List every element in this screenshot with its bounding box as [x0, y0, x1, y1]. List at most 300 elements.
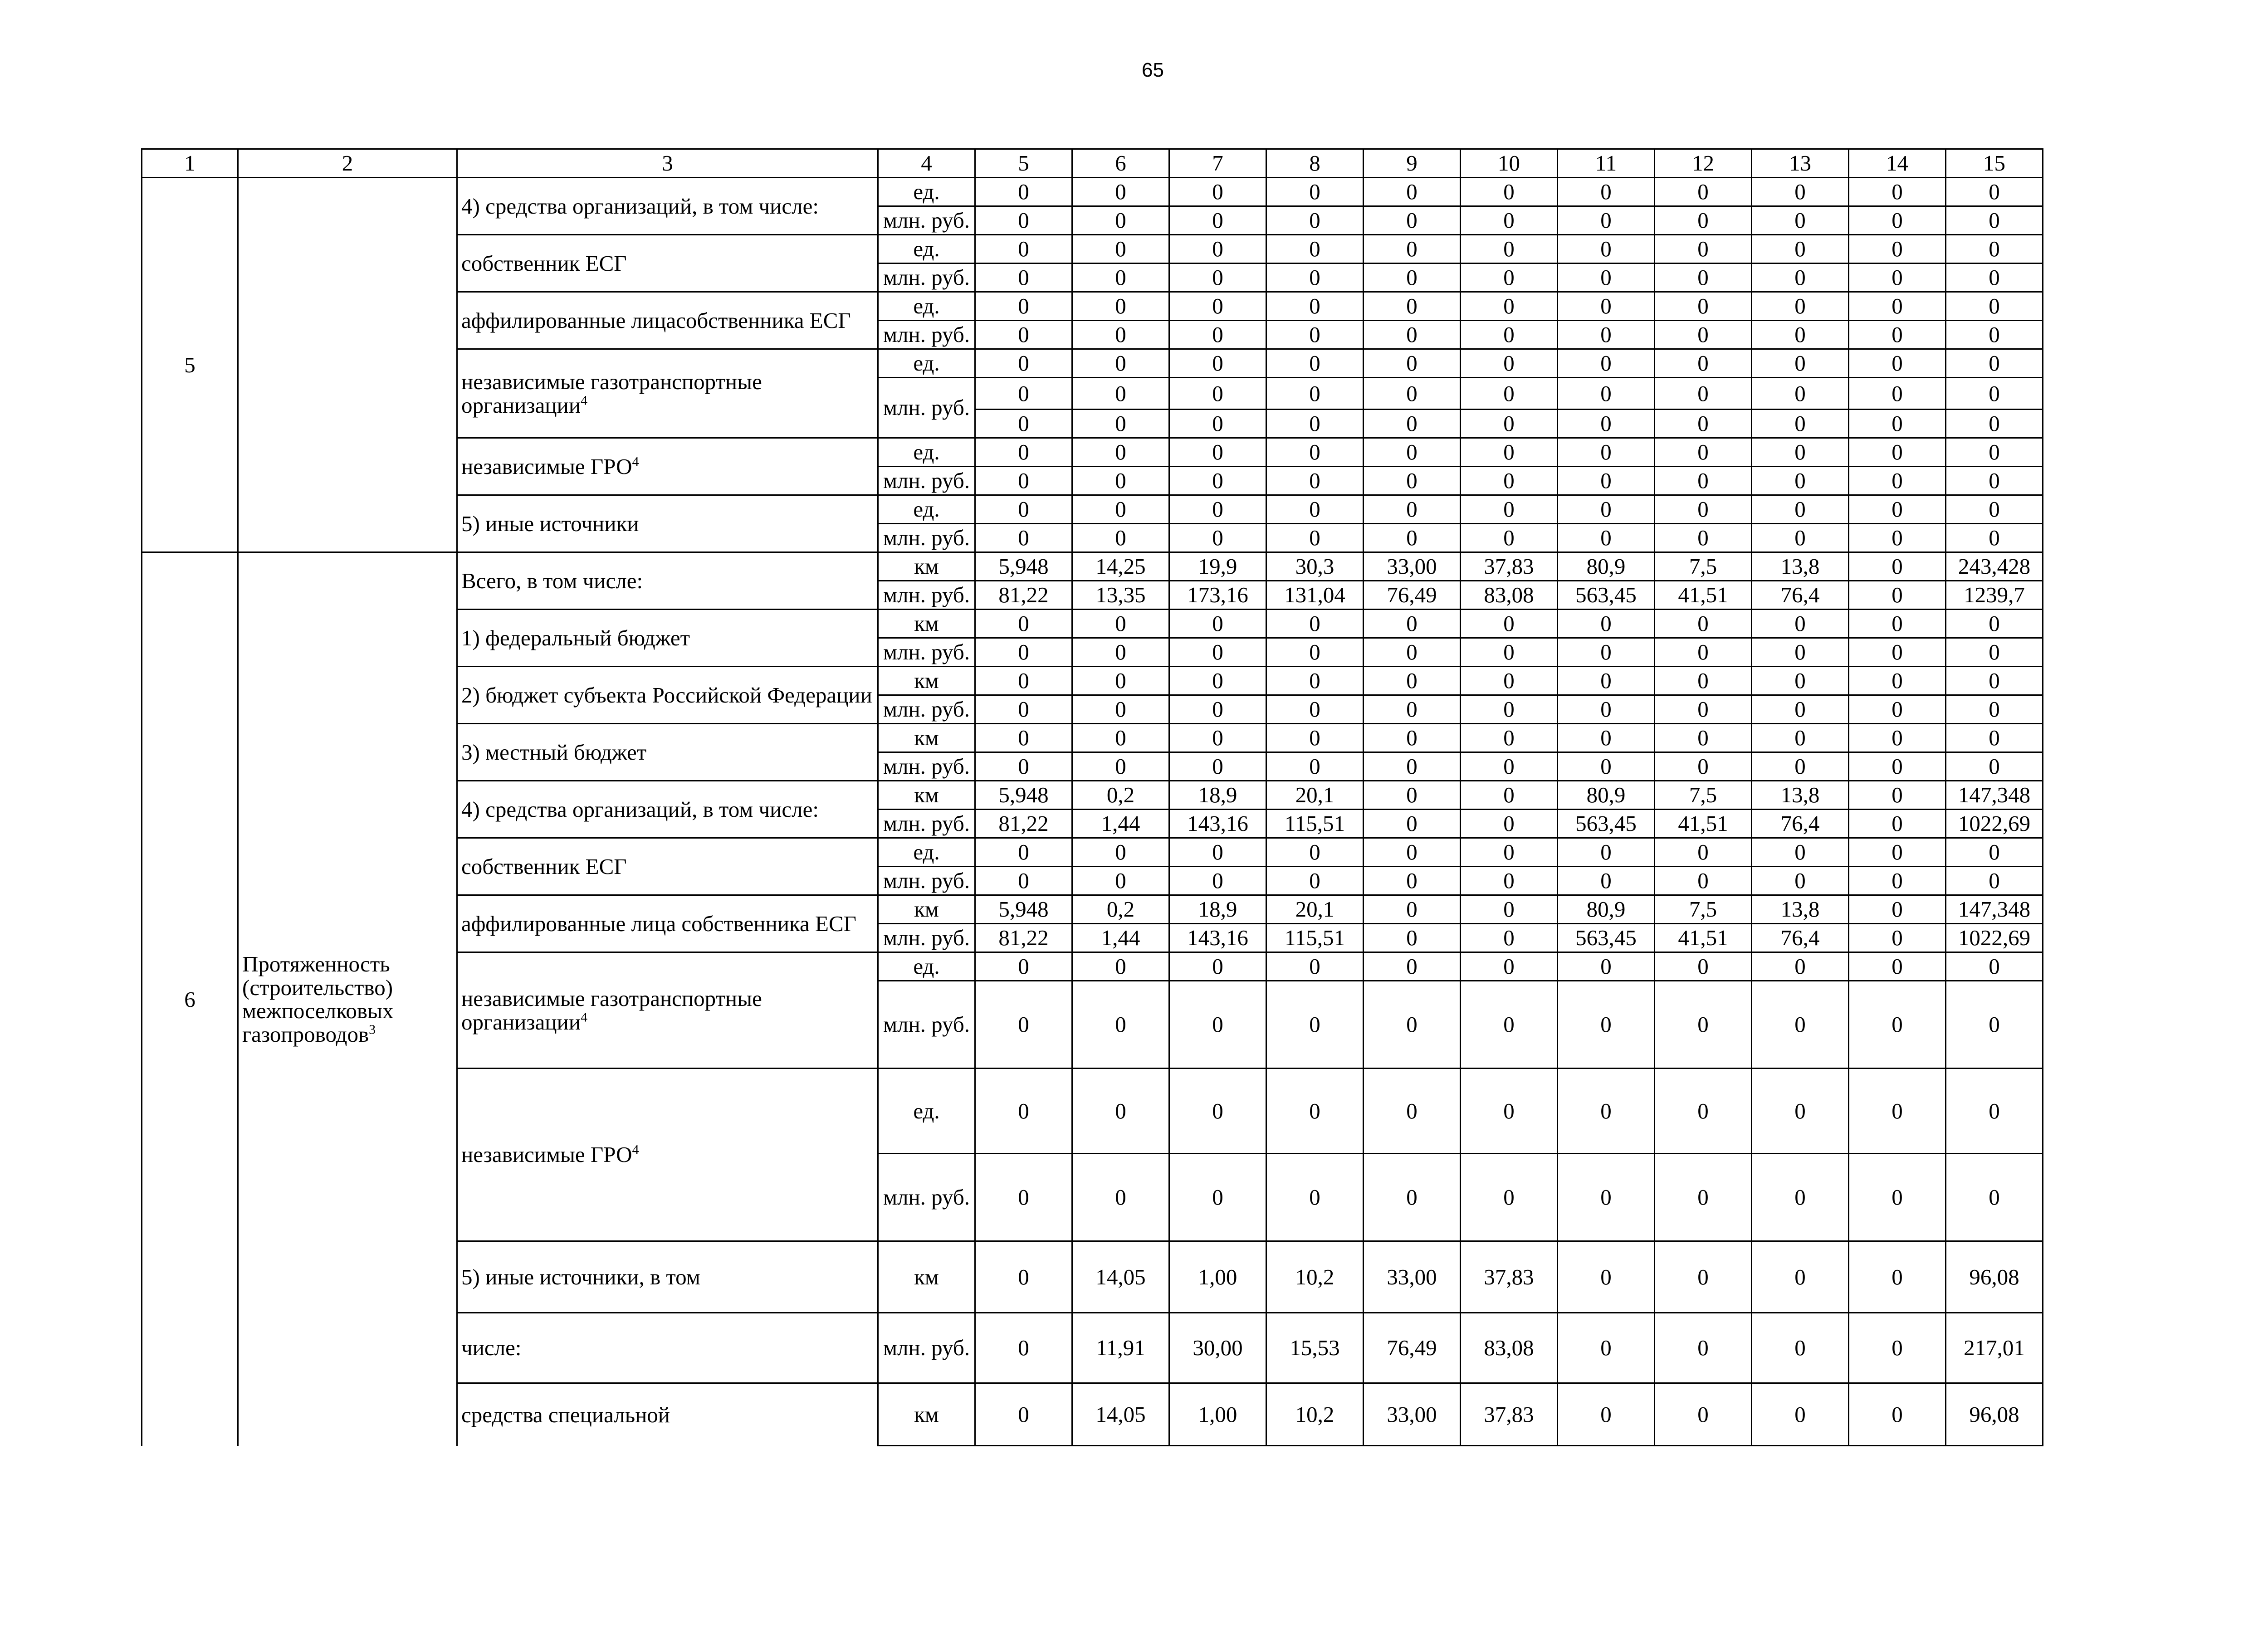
- value-cell: 0: [1849, 178, 1946, 206]
- value-cell: 0: [1752, 410, 1849, 438]
- value-cell: 0: [1169, 724, 1266, 752]
- value-cell: 0: [1946, 952, 2043, 981]
- value-cell: 0: [1266, 235, 1364, 264]
- value-cell: 33,00: [1364, 1383, 1461, 1446]
- value-cell: 0: [1461, 206, 1558, 235]
- value-cell: 0: [1072, 724, 1169, 752]
- funding-source-cell: [457, 952, 878, 1069]
- footnote-mark: 4: [581, 393, 588, 408]
- value-cell: 0: [1364, 952, 1461, 981]
- value-cell: 18,9: [1169, 895, 1266, 924]
- value-cell: 0: [1266, 981, 1364, 1069]
- funding-source-cell: [457, 724, 878, 781]
- value-cell: 0: [1655, 610, 1752, 638]
- header-cell: 5: [975, 149, 1072, 178]
- value-cell: 0: [1461, 810, 1558, 838]
- value-cell: 0: [975, 292, 1072, 321]
- header-cell: 13: [1752, 149, 1849, 178]
- value-cell: 0: [975, 1383, 1072, 1446]
- value-cell: 0: [975, 410, 1072, 438]
- value-cell: 0: [1266, 410, 1364, 438]
- value-cell: 0: [1169, 752, 1266, 781]
- value-cell: 0: [1461, 1154, 1558, 1241]
- unit-cell: км: [878, 667, 975, 695]
- unit-cell: ед.: [878, 952, 975, 981]
- funding-source-label: собственник ЕСГ: [461, 854, 627, 879]
- header-cell: 4: [878, 149, 975, 178]
- value-cell: 0: [1169, 410, 1266, 438]
- value-cell: 0: [975, 752, 1072, 781]
- header-cell: 1: [142, 149, 238, 178]
- value-cell: 0: [1169, 695, 1266, 724]
- value-cell: 0: [1461, 838, 1558, 867]
- value-cell: 0: [1655, 867, 1752, 895]
- value-cell: 0: [1849, 438, 1946, 467]
- value-cell: 0: [1266, 1154, 1364, 1241]
- value-cell: 0: [1752, 264, 1849, 292]
- value-cell: 0: [975, 952, 1072, 981]
- value-cell: 0: [1266, 206, 1364, 235]
- value-cell: 0: [1072, 752, 1169, 781]
- value-cell: 0: [1655, 1313, 1752, 1383]
- unit-cell: ед.: [878, 1069, 975, 1154]
- value-cell: 0: [1752, 695, 1849, 724]
- value-cell: 0: [975, 264, 1072, 292]
- value-cell: 0: [1849, 292, 1946, 321]
- value-cell: 0: [1849, 206, 1946, 235]
- value-cell: 0: [1169, 292, 1266, 321]
- header-cell: 7: [1169, 149, 1266, 178]
- value-cell: 20,1: [1266, 895, 1364, 924]
- value-cell: 0: [1169, 178, 1266, 206]
- value-cell: 0: [1169, 981, 1266, 1069]
- value-cell: 0: [1849, 638, 1946, 667]
- value-cell: 0: [1364, 495, 1461, 524]
- unit-cell: км: [878, 552, 975, 581]
- value-cell: 0: [1266, 610, 1364, 638]
- funding-source-cell: [457, 552, 878, 610]
- value-cell: 0: [1558, 467, 1655, 495]
- funding-source-label: независимые газотранспортные организации: [461, 369, 762, 418]
- value-cell: 0: [1655, 410, 1752, 438]
- indicator-name-cell: [238, 178, 457, 552]
- value-cell: 0: [1072, 638, 1169, 667]
- value-cell: 0: [1266, 467, 1364, 495]
- value-cell: 7,5: [1655, 895, 1752, 924]
- value-cell: 0: [1072, 610, 1169, 638]
- unit-cell: ед.: [878, 838, 975, 867]
- value-cell: 0: [1655, 838, 1752, 867]
- value-cell: 0: [1849, 321, 1946, 349]
- funding-source-cell: [457, 1313, 878, 1383]
- value-cell: 0: [1946, 467, 2043, 495]
- value-cell: 0: [1169, 1069, 1266, 1154]
- value-cell: 0: [1752, 724, 1849, 752]
- value-cell: 0: [1752, 321, 1849, 349]
- value-cell: 0: [1655, 1154, 1752, 1241]
- value-cell: 37,83: [1461, 552, 1558, 581]
- value-cell: 0,2: [1072, 781, 1169, 810]
- value-cell: 0: [1461, 867, 1558, 895]
- funding-source-cell: [457, 1241, 878, 1313]
- footnote-mark: 4: [632, 1142, 639, 1157]
- value-cell: 0: [1558, 1069, 1655, 1154]
- value-cell: 0: [975, 467, 1072, 495]
- value-cell: 0: [1558, 292, 1655, 321]
- footnote-mark: 4: [632, 454, 639, 469]
- funding-source-cell: [457, 495, 878, 552]
- value-cell: 143,16: [1169, 810, 1266, 838]
- funding-source-cell: [457, 667, 878, 724]
- data-table: [141, 148, 2043, 1446]
- value-cell: 0: [1655, 1383, 1752, 1446]
- value-cell: 0: [975, 438, 1072, 467]
- value-cell: 0: [1072, 1069, 1169, 1154]
- value-cell: 0: [1655, 235, 1752, 264]
- value-cell: 0: [1461, 638, 1558, 667]
- unit-cell: млн. руб.: [878, 378, 975, 438]
- header-cell: 12: [1655, 149, 1752, 178]
- value-cell: 0: [1849, 810, 1946, 838]
- value-cell: 0: [1266, 178, 1364, 206]
- value-cell: 13,8: [1752, 552, 1849, 581]
- value-cell: 0: [1558, 349, 1655, 378]
- value-cell: 0: [975, 178, 1072, 206]
- value-cell: 0: [1946, 206, 2043, 235]
- value-cell: 0: [975, 378, 1072, 410]
- value-cell: 0: [1072, 981, 1169, 1069]
- unit-cell: млн. руб.: [878, 1154, 975, 1241]
- value-cell: 0: [1461, 752, 1558, 781]
- value-cell: 0: [1266, 752, 1364, 781]
- value-cell: 11,91: [1072, 1313, 1169, 1383]
- value-cell: 0: [1752, 438, 1849, 467]
- row-number-cell: 6: [142, 552, 238, 1446]
- value-cell: 0: [1364, 610, 1461, 638]
- value-cell: 115,51: [1266, 810, 1364, 838]
- value-cell: 0: [975, 724, 1072, 752]
- value-cell: 0: [1946, 264, 2043, 292]
- value-cell: 0: [1849, 410, 1946, 438]
- header-cell: 14: [1849, 149, 1946, 178]
- value-cell: 0: [1655, 638, 1752, 667]
- value-cell: 217,01: [1946, 1313, 2043, 1383]
- value-cell: 0: [1169, 524, 1266, 552]
- value-cell: 0: [1655, 264, 1752, 292]
- unit-cell: км: [878, 895, 975, 924]
- value-cell: 7,5: [1655, 552, 1752, 581]
- value-cell: 1,44: [1072, 810, 1169, 838]
- value-cell: 0: [1558, 1383, 1655, 1446]
- unit-cell: млн. руб.: [878, 467, 975, 495]
- value-cell: 0: [1266, 724, 1364, 752]
- value-cell: 0: [1072, 1154, 1169, 1241]
- value-cell: 0: [1558, 1241, 1655, 1313]
- value-cell: 14,05: [1072, 1241, 1169, 1313]
- value-cell: 0: [1946, 667, 2043, 695]
- value-cell: 80,9: [1558, 895, 1655, 924]
- value-cell: 0: [1364, 206, 1461, 235]
- value-cell: 0: [1558, 495, 1655, 524]
- funding-source-cell: [457, 438, 878, 495]
- value-cell: 0: [1946, 349, 2043, 378]
- value-cell: 0: [1461, 724, 1558, 752]
- value-cell: 76,49: [1364, 1313, 1461, 1383]
- value-cell: 0: [975, 1313, 1072, 1383]
- value-cell: 30,00: [1169, 1313, 1266, 1383]
- value-cell: 0: [1752, 206, 1849, 235]
- value-cell: 0: [1072, 410, 1169, 438]
- value-cell: 0: [1655, 206, 1752, 235]
- value-cell: 0: [1461, 981, 1558, 1069]
- header-cell: 11: [1558, 149, 1655, 178]
- header-cell: 8: [1266, 149, 1364, 178]
- funding-source-label: числе:: [461, 1335, 522, 1361]
- unit-cell: км: [878, 610, 975, 638]
- value-cell: 0: [1946, 867, 2043, 895]
- value-cell: 0: [1849, 952, 1946, 981]
- value-cell: 0: [1364, 752, 1461, 781]
- value-cell: 0: [1461, 695, 1558, 724]
- value-cell: 0: [1946, 410, 2043, 438]
- value-cell: 0: [1364, 410, 1461, 438]
- value-cell: 0: [1849, 235, 1946, 264]
- footnote-mark: 3: [369, 1022, 376, 1037]
- value-cell: 0: [1364, 178, 1461, 206]
- funding-source-label: 4) средства организаций, в том числе:: [461, 193, 819, 219]
- value-cell: 0: [1169, 264, 1266, 292]
- value-cell: 0: [1946, 724, 2043, 752]
- value-cell: 18,9: [1169, 781, 1266, 810]
- value-cell: 0: [1072, 495, 1169, 524]
- indicator-name-cell: [238, 552, 457, 1446]
- funding-source-cell: [457, 838, 878, 895]
- value-cell: 10,2: [1266, 1383, 1364, 1446]
- value-cell: 0: [1849, 867, 1946, 895]
- value-cell: 0: [1752, 638, 1849, 667]
- value-cell: 0: [1849, 667, 1946, 695]
- value-cell: 0: [1849, 1154, 1946, 1241]
- value-cell: 13,8: [1752, 895, 1849, 924]
- value-cell: 5,948: [975, 781, 1072, 810]
- funding-source-label: 2) бюджет субъекта Российской Федерации: [461, 682, 872, 708]
- value-cell: 0: [1072, 524, 1169, 552]
- value-cell: 0: [1849, 752, 1946, 781]
- value-cell: 0: [975, 638, 1072, 667]
- value-cell: 0: [1169, 1154, 1266, 1241]
- unit-cell: млн. руб.: [878, 638, 975, 667]
- value-cell: 173,16: [1169, 581, 1266, 610]
- unit-cell: млн. руб.: [878, 695, 975, 724]
- value-cell: 0: [1558, 178, 1655, 206]
- unit-cell: ед.: [878, 292, 975, 321]
- value-cell: 0: [1169, 321, 1266, 349]
- value-cell: 0: [1072, 235, 1169, 264]
- unit-cell: км: [878, 1383, 975, 1446]
- value-cell: 0: [1364, 1069, 1461, 1154]
- value-cell: 0: [1266, 264, 1364, 292]
- value-cell: 0: [1752, 981, 1849, 1069]
- value-cell: 0: [975, 349, 1072, 378]
- funding-source-label: независимые газотранспортные организации: [461, 986, 762, 1035]
- value-cell: 0: [1461, 321, 1558, 349]
- value-cell: 0: [1849, 981, 1946, 1069]
- value-cell: 0: [1364, 810, 1461, 838]
- value-cell: 0: [1461, 524, 1558, 552]
- value-cell: 0: [1364, 235, 1461, 264]
- value-cell: 0: [1072, 264, 1169, 292]
- unit-cell: млн. руб.: [878, 924, 975, 952]
- value-cell: 0: [1266, 667, 1364, 695]
- value-cell: 0: [1655, 349, 1752, 378]
- value-cell: 0: [1364, 349, 1461, 378]
- value-cell: 0: [1364, 667, 1461, 695]
- value-cell: 0: [1364, 638, 1461, 667]
- value-cell: 0: [1946, 981, 2043, 1069]
- value-cell: 0: [1558, 952, 1655, 981]
- value-cell: 0: [1752, 952, 1849, 981]
- value-cell: 0: [975, 206, 1072, 235]
- value-cell: 0: [1169, 952, 1266, 981]
- value-cell: 83,08: [1461, 1313, 1558, 1383]
- value-cell: 0: [1461, 292, 1558, 321]
- value-cell: 0: [1849, 264, 1946, 292]
- value-cell: 5,948: [975, 895, 1072, 924]
- value-cell: 0: [1849, 495, 1946, 524]
- funding-source-cell: [457, 610, 878, 667]
- value-cell: 0: [1461, 781, 1558, 810]
- value-cell: 0: [1266, 1069, 1364, 1154]
- value-cell: 0: [1752, 867, 1849, 895]
- value-cell: 1,00: [1169, 1383, 1266, 1446]
- value-cell: 0: [1558, 638, 1655, 667]
- value-cell: 0: [1072, 321, 1169, 349]
- value-cell: 0: [975, 981, 1072, 1069]
- value-cell: 0: [1266, 495, 1364, 524]
- value-cell: 0: [975, 610, 1072, 638]
- value-cell: 0: [1558, 378, 1655, 410]
- value-cell: 80,9: [1558, 552, 1655, 581]
- value-cell: 0: [1655, 378, 1752, 410]
- value-cell: 1,44: [1072, 924, 1169, 952]
- value-cell: 0: [1072, 467, 1169, 495]
- unit-cell: млн. руб.: [878, 752, 975, 781]
- value-cell: 1,00: [1169, 1241, 1266, 1313]
- value-cell: 0: [1461, 952, 1558, 981]
- value-cell: 0: [1266, 867, 1364, 895]
- funding-source-label: независимые ГРО: [461, 454, 632, 479]
- value-cell: 14,25: [1072, 552, 1169, 581]
- value-cell: 1022,69: [1946, 924, 2043, 952]
- funding-source-label: 1) федеральный бюджет: [461, 625, 690, 650]
- value-cell: 0: [1558, 867, 1655, 895]
- value-cell: 147,348: [1946, 895, 2043, 924]
- header-cell: 9: [1364, 149, 1461, 178]
- funding-source-label: аффилированные лицасобственника ЕСГ: [461, 307, 851, 333]
- value-cell: 563,45: [1558, 581, 1655, 610]
- value-cell: 0: [1461, 1069, 1558, 1154]
- value-cell: 0: [1849, 524, 1946, 552]
- value-cell: 0: [1364, 695, 1461, 724]
- value-cell: 0: [975, 1241, 1072, 1313]
- value-cell: 0: [1655, 1241, 1752, 1313]
- value-cell: 0: [1461, 467, 1558, 495]
- value-cell: 0: [975, 695, 1072, 724]
- funding-source-label: собственник ЕСГ: [461, 250, 627, 276]
- value-cell: 0: [975, 667, 1072, 695]
- value-cell: 0: [1072, 378, 1169, 410]
- unit-cell: млн. руб.: [878, 264, 975, 292]
- value-cell: 0: [1364, 924, 1461, 952]
- value-cell: 0: [1072, 178, 1169, 206]
- value-cell: 0: [1266, 438, 1364, 467]
- value-cell: 0: [1752, 1241, 1849, 1313]
- value-cell: 1022,69: [1946, 810, 2043, 838]
- value-cell: 0: [1364, 378, 1461, 410]
- value-cell: 41,51: [1655, 810, 1752, 838]
- value-cell: 0: [1849, 924, 1946, 952]
- value-cell: 0: [1752, 610, 1849, 638]
- header-cell: 15: [1946, 149, 2043, 178]
- value-cell: 0: [1752, 292, 1849, 321]
- funding-source-cell: [457, 349, 878, 438]
- value-cell: 0: [1169, 235, 1266, 264]
- value-cell: 0: [1558, 724, 1655, 752]
- value-cell: 81,22: [975, 810, 1072, 838]
- value-cell: 14,05: [1072, 1383, 1169, 1446]
- value-cell: 76,4: [1752, 924, 1849, 952]
- value-cell: 10,2: [1266, 1241, 1364, 1313]
- funding-source-cell: [457, 235, 878, 292]
- value-cell: 0: [1946, 838, 2043, 867]
- unit-cell: млн. руб.: [878, 206, 975, 235]
- value-cell: 0: [1849, 349, 1946, 378]
- unit-cell: млн. руб.: [878, 810, 975, 838]
- value-cell: 0: [1558, 752, 1655, 781]
- value-cell: 0: [1072, 438, 1169, 467]
- value-cell: 0: [1461, 667, 1558, 695]
- value-cell: 0: [1849, 695, 1946, 724]
- value-cell: 0: [1655, 752, 1752, 781]
- value-cell: 30,3: [1266, 552, 1364, 581]
- value-cell: 83,08: [1461, 581, 1558, 610]
- value-cell: 0: [1169, 638, 1266, 667]
- footnote-mark: 4: [581, 1010, 588, 1025]
- value-cell: 19,9: [1169, 552, 1266, 581]
- value-cell: 0: [1558, 695, 1655, 724]
- value-cell: 0: [1752, 1313, 1849, 1383]
- value-cell: 0: [1946, 438, 2043, 467]
- value-cell: 0: [1752, 1069, 1849, 1154]
- value-cell: 0: [1461, 349, 1558, 378]
- value-cell: 0: [1752, 349, 1849, 378]
- value-cell: 131,04: [1266, 581, 1364, 610]
- value-cell: 0: [1169, 206, 1266, 235]
- value-cell: 0: [1558, 206, 1655, 235]
- value-cell: 0: [1849, 895, 1946, 924]
- value-cell: 0: [1072, 838, 1169, 867]
- unit-cell: км: [878, 724, 975, 752]
- value-cell: 0: [1461, 410, 1558, 438]
- value-cell: 0: [1946, 638, 2043, 667]
- value-cell: 0: [1849, 1069, 1946, 1154]
- value-cell: 0: [1169, 867, 1266, 895]
- value-cell: 0: [1946, 1069, 2043, 1154]
- value-cell: 0: [1752, 178, 1849, 206]
- value-cell: 0: [1558, 438, 1655, 467]
- value-cell: 0: [1946, 495, 2043, 524]
- value-cell: 0: [1364, 895, 1461, 924]
